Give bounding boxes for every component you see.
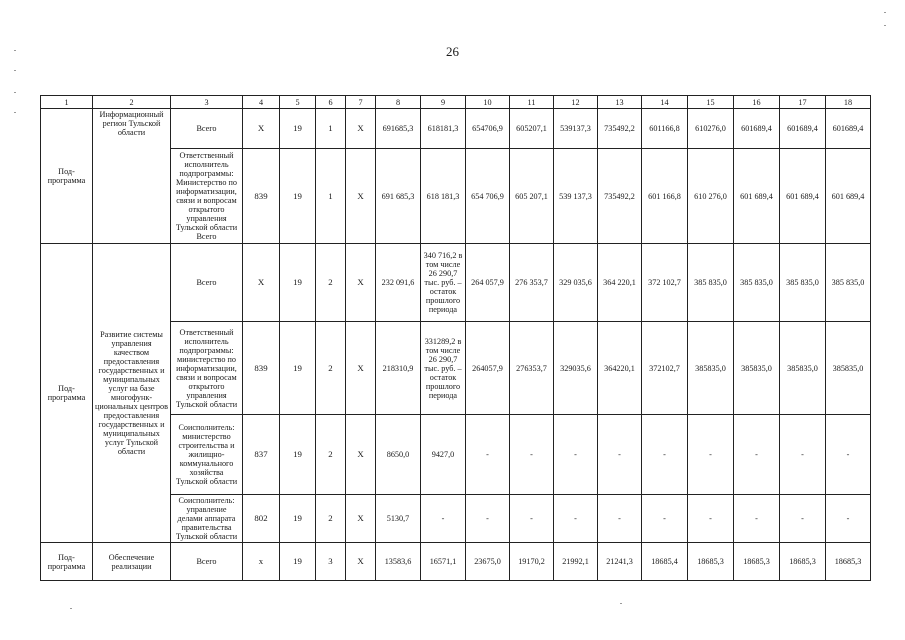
column-header-5: 5 bbox=[280, 96, 316, 109]
value-cell: 601 689,4 bbox=[826, 149, 871, 244]
table-row bbox=[41, 109, 871, 149]
value-cell: - bbox=[780, 495, 826, 543]
value-cell: 601689,4 bbox=[826, 109, 871, 149]
value-cell: - bbox=[826, 495, 871, 543]
program-name-cell: Развитие системы управления качеством предоставления государственных и муниципальных услуг на базе многофунк-циональных центров предоставления государственных и муниципальных услуг Тульской области bbox=[93, 244, 171, 543]
value-cell: - bbox=[688, 495, 734, 543]
value-cell: 364 220,1 bbox=[598, 244, 642, 322]
executor-cell: Всего bbox=[171, 109, 243, 149]
value-cell: 18685,3 bbox=[734, 543, 780, 581]
value-cell: 601 689,4 bbox=[734, 149, 780, 244]
value-cell: 601 689,4 bbox=[780, 149, 826, 244]
value-cell: - bbox=[688, 415, 734, 495]
value-cell: 331289,2 в том числе 26 290,7 тыс. руб. – остаток прошлого периода bbox=[421, 322, 466, 415]
value-cell: - bbox=[421, 495, 466, 543]
value-cell: - bbox=[598, 495, 642, 543]
value-cell: 5130,7 bbox=[376, 495, 421, 543]
value-cell: - bbox=[642, 415, 688, 495]
program-name-cell: Информационный регион Тульской области bbox=[93, 109, 171, 244]
value-cell: 372 102,7 bbox=[642, 244, 688, 322]
admin-code-cell: X bbox=[243, 244, 280, 322]
subsection-code-cell: 2 bbox=[316, 244, 346, 322]
value-cell: 605207,1 bbox=[510, 109, 554, 149]
value-cell: 605 207,1 bbox=[510, 149, 554, 244]
program-label-cell: Под- программа bbox=[41, 109, 93, 244]
target-code-cell: X bbox=[346, 244, 376, 322]
scan-artifact bbox=[14, 50, 16, 51]
value-cell: 601689,4 bbox=[734, 109, 780, 149]
executor-cell: Ответственный исполнитель подпрограммы: Министерство по информатизации, связи и вопросам открытого управления Тульской области Всего bbox=[171, 149, 243, 244]
value-cell: 18685,3 bbox=[780, 543, 826, 581]
target-code-cell: X bbox=[346, 322, 376, 415]
value-cell: 18685,3 bbox=[826, 543, 871, 581]
value-cell: - bbox=[554, 495, 598, 543]
admin-code-cell: X bbox=[243, 109, 280, 149]
page-number: 26 bbox=[446, 44, 459, 59]
section-code-cell: 19 bbox=[280, 322, 316, 415]
scan-artifact bbox=[14, 70, 16, 71]
admin-code-cell: 839 bbox=[243, 322, 280, 415]
subsection-code-cell: 3 bbox=[316, 543, 346, 581]
value-cell: - bbox=[598, 415, 642, 495]
value-cell: 539 137,3 bbox=[554, 149, 598, 244]
value-cell: - bbox=[826, 415, 871, 495]
scan-artifact bbox=[620, 603, 622, 604]
value-cell: 264 057,9 bbox=[466, 244, 510, 322]
section-code-cell: 19 bbox=[280, 415, 316, 495]
section-code-cell: 19 bbox=[280, 244, 316, 322]
column-header-13: 13 bbox=[598, 96, 642, 109]
scan-artifact bbox=[14, 112, 16, 113]
value-cell: 601 166,8 bbox=[642, 149, 688, 244]
column-header-3: 3 bbox=[171, 96, 243, 109]
section-code-cell: 19 bbox=[280, 149, 316, 244]
value-cell: 329035,6 bbox=[554, 322, 598, 415]
value-cell: 539137,3 bbox=[554, 109, 598, 149]
target-code-cell: X bbox=[346, 109, 376, 149]
program-label-cell: Под- программа bbox=[41, 244, 93, 543]
value-cell: 385 835,0 bbox=[826, 244, 871, 322]
value-cell: - bbox=[780, 415, 826, 495]
value-cell: - bbox=[510, 415, 554, 495]
value-cell: 610276,0 bbox=[688, 109, 734, 149]
value-cell: 372102,7 bbox=[642, 322, 688, 415]
value-cell: 16571,1 bbox=[421, 543, 466, 581]
column-header-7: 7 bbox=[346, 96, 376, 109]
value-cell: 9427,0 bbox=[421, 415, 466, 495]
scan-artifact bbox=[884, 25, 886, 26]
table-row bbox=[41, 244, 871, 322]
value-cell: 691 685,3 bbox=[376, 149, 421, 244]
value-cell: 654 706,9 bbox=[466, 149, 510, 244]
value-cell: 618 181,3 bbox=[421, 149, 466, 244]
table-row bbox=[41, 543, 871, 581]
value-cell: 601166,8 bbox=[642, 109, 688, 149]
value-cell: 19170,2 bbox=[510, 543, 554, 581]
admin-code-cell: x bbox=[243, 543, 280, 581]
column-header-2: 2 bbox=[93, 96, 171, 109]
value-cell: 385 835,0 bbox=[688, 244, 734, 322]
executor-cell: Соисполнитель: министерство строительства и жилищно-коммунального хозяйства Тульской области bbox=[171, 415, 243, 495]
target-code-cell: X bbox=[346, 149, 376, 244]
value-cell: - bbox=[734, 415, 780, 495]
column-header-6: 6 bbox=[316, 96, 346, 109]
column-header-10: 10 bbox=[466, 96, 510, 109]
column-header-11: 11 bbox=[510, 96, 554, 109]
value-cell: 276 353,7 bbox=[510, 244, 554, 322]
column-header-15: 15 bbox=[688, 96, 734, 109]
value-cell: 21992,1 bbox=[554, 543, 598, 581]
admin-code-cell: 837 bbox=[243, 415, 280, 495]
value-cell: 618181,3 bbox=[421, 109, 466, 149]
value-cell: 218310,9 bbox=[376, 322, 421, 415]
executor-cell: Соисполнитель: управление делами аппарата правительства Тульской области bbox=[171, 495, 243, 543]
subsection-code-cell: 2 bbox=[316, 322, 346, 415]
scan-artifact bbox=[70, 608, 72, 609]
subsection-code-cell: 1 bbox=[316, 109, 346, 149]
value-cell: 385835,0 bbox=[826, 322, 871, 415]
column-header-18: 18 bbox=[826, 96, 871, 109]
value-cell: 385 835,0 bbox=[780, 244, 826, 322]
value-cell: 691685,3 bbox=[376, 109, 421, 149]
value-cell: 364220,1 bbox=[598, 322, 642, 415]
budget-table bbox=[40, 95, 871, 581]
column-header-12: 12 bbox=[554, 96, 598, 109]
scan-artifact bbox=[884, 12, 886, 13]
executor-cell: Ответственный исполнитель подпрограммы: министерство по информатизации, связи и вопросам открытого управления Тульской области bbox=[171, 322, 243, 415]
section-code-cell: 19 bbox=[280, 543, 316, 581]
program-name-cell: Обеспечение реализации bbox=[93, 543, 171, 581]
value-cell: 18685,3 bbox=[688, 543, 734, 581]
value-cell: 385 835,0 bbox=[734, 244, 780, 322]
value-cell: 232 091,6 bbox=[376, 244, 421, 322]
value-cell: 610 276,0 bbox=[688, 149, 734, 244]
executor-cell: Всего bbox=[171, 543, 243, 581]
value-cell: 385835,0 bbox=[688, 322, 734, 415]
column-header-16: 16 bbox=[734, 96, 780, 109]
value-cell: - bbox=[642, 495, 688, 543]
target-code-cell: X bbox=[346, 415, 376, 495]
column-header-8: 8 bbox=[376, 96, 421, 109]
column-header-17: 17 bbox=[780, 96, 826, 109]
value-cell: - bbox=[554, 415, 598, 495]
value-cell: - bbox=[510, 495, 554, 543]
value-cell: 18685,4 bbox=[642, 543, 688, 581]
column-header-4: 4 bbox=[243, 96, 280, 109]
section-code-cell: 19 bbox=[280, 495, 316, 543]
value-cell: 23675,0 bbox=[466, 543, 510, 581]
value-cell: 276353,7 bbox=[510, 322, 554, 415]
executor-cell: Всего bbox=[171, 244, 243, 322]
column-header-1: 1 bbox=[41, 96, 93, 109]
column-header-row bbox=[41, 96, 871, 109]
value-cell: 13583,6 bbox=[376, 543, 421, 581]
value-cell: 21241,3 bbox=[598, 543, 642, 581]
admin-code-cell: 802 bbox=[243, 495, 280, 543]
column-header-14: 14 bbox=[642, 96, 688, 109]
subsection-code-cell: 1 bbox=[316, 149, 346, 244]
value-cell: 264057,9 bbox=[466, 322, 510, 415]
value-cell: 8650,0 bbox=[376, 415, 421, 495]
program-label-cell: Под- программа bbox=[41, 543, 93, 581]
value-cell: 385835,0 bbox=[734, 322, 780, 415]
target-code-cell: X bbox=[346, 543, 376, 581]
subsection-code-cell: 2 bbox=[316, 495, 346, 543]
column-header-9: 9 bbox=[421, 96, 466, 109]
value-cell: - bbox=[466, 415, 510, 495]
value-cell: 735492,2 bbox=[598, 149, 642, 244]
value-cell: - bbox=[734, 495, 780, 543]
value-cell: 329 035,6 bbox=[554, 244, 598, 322]
admin-code-cell: 839 bbox=[243, 149, 280, 244]
target-code-cell: X bbox=[346, 495, 376, 543]
scan-artifact bbox=[14, 92, 16, 93]
value-cell: 385835,0 bbox=[780, 322, 826, 415]
value-cell: 340 716,2 в том числе 26 290,7 тыс. руб. – остаток прошлого периода bbox=[421, 244, 466, 322]
value-cell: - bbox=[466, 495, 510, 543]
value-cell: 601689,4 bbox=[780, 109, 826, 149]
subsection-code-cell: 2 bbox=[316, 415, 346, 495]
value-cell: 654706,9 bbox=[466, 109, 510, 149]
value-cell: 735492,2 bbox=[598, 109, 642, 149]
section-code-cell: 19 bbox=[280, 109, 316, 149]
